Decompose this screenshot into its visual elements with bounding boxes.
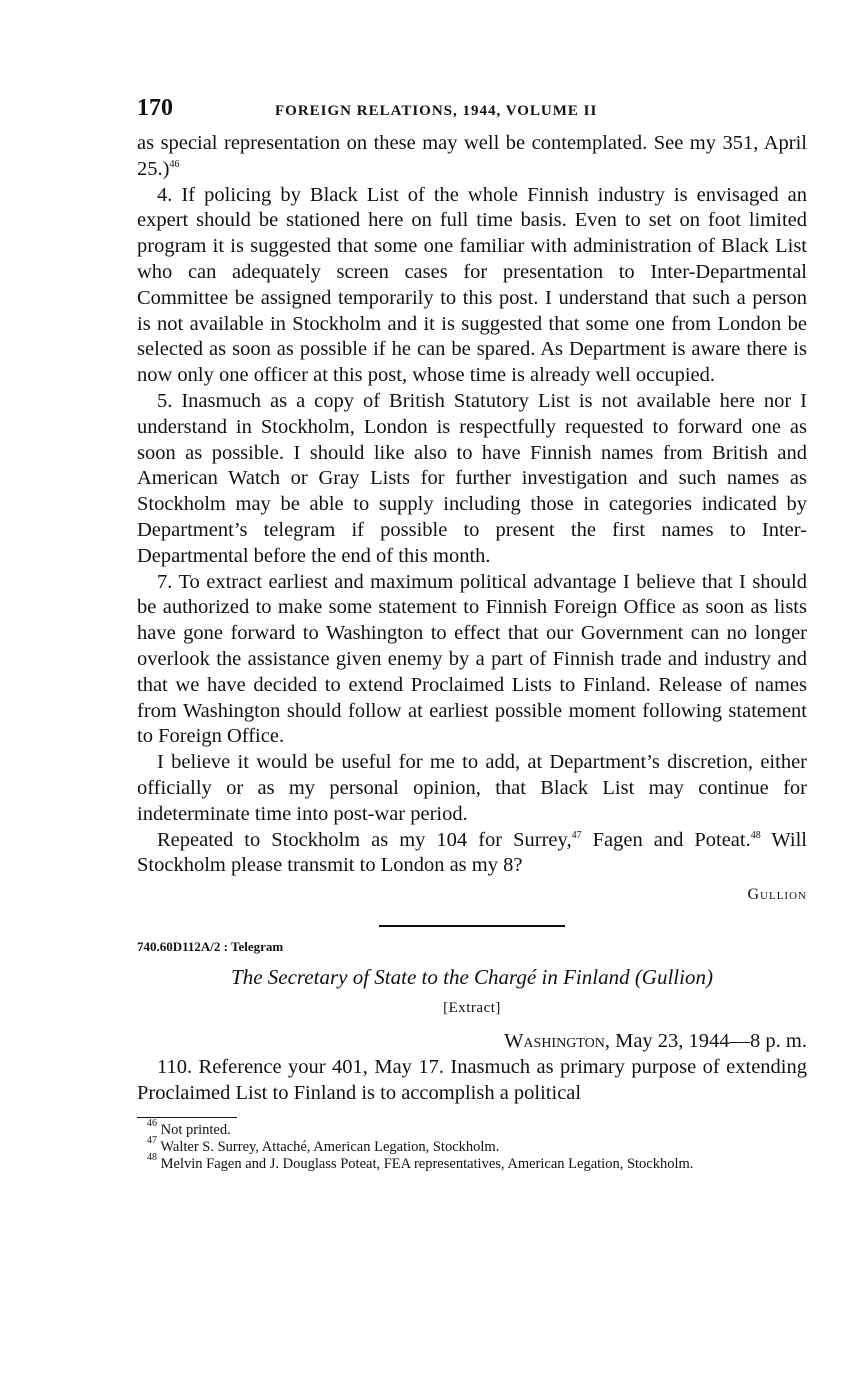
- running-title: FOREIGN RELATIONS, 1944, VOLUME II: [275, 103, 598, 119]
- telegram-110-body: [137, 1055, 807, 1107]
- extract-label: [Extract]: [443, 1000, 501, 1017]
- paragraph-110: 110. Reference your 401, May 17. Inasmuch as primary purpose of extending Proclaimed List to Finland is to accomplish a political: [137, 1056, 807, 1104]
- paragraph-opinion: I believe it would be useful for me to add, at Department’s discretion, either officially or as my personal opinion, that Black List may continue for indeterminate time into post-war period.: [137, 751, 807, 825]
- paragraph-continuation: as special representation on these may well be contemplated. See my 351, April 25.)$^{46}$: [137, 132, 807, 180]
- running-head: [137, 95, 807, 131]
- footnote: $^{48}$ Melvin Fagen and J. Douglass Poteat, FEA representatives, American Legation, Stockholm.: [147, 1151, 694, 1172]
- page-number: 170: [137, 95, 173, 121]
- footnote: $^{46}$ Not printed.: [147, 1117, 231, 1138]
- dateline-place: Washington: [504, 1030, 605, 1053]
- footnote-ref-46: 46: [169, 158, 180, 170]
- section-divider: [379, 925, 565, 927]
- dateline-date: , May 23, 1944—8 p. m.: [604, 1030, 807, 1053]
- document-title: The Secretary of State to the Chargé in Finland (Gullion): [231, 965, 713, 990]
- page: [137, 95, 807, 1173]
- telegram-body: [137, 131, 807, 879]
- dateline: [137, 1027, 807, 1055]
- paragraph-7: 7. To extract earliest and maximum political advantage I believe that I should be authorized to make some statement to Finnish Foreign Office as soon as lists have gone forward to Washington to effect that our Government can no longer overlook the assistance given enemy by a part of Finnish trade and industry and that we have decided to extend Proclaimed Lists to Finland. Release of names from Washington should follow at earliest possible moment following statement to Foreign Office.: [137, 570, 807, 748]
- paragraph-5: 5. Inasmuch as a copy of British Statutory List is not available here nor I understand in Stockholm, London is respectfully requested to forward one as soon as possible. I should like also to have Finnish names from British and American Watch or Gray Lists for further investigation and such names as Stockholm may be able to supply including those in categories indicated by Department’s telegram if possible to present the first names to Inter-Departmental before the end of this month.: [137, 389, 807, 567]
- footnotes: [137, 1117, 807, 1173]
- signature: Gullion: [747, 886, 807, 904]
- paragraph-repeated: Repeated to Stockholm as my 104 for Surrey,$^{47}$ Fagen and Poteat.$^{48}$ Will Stockholm please transmit to London as my 8?: [137, 828, 808, 877]
- footnote-ref-48: 48: [750, 829, 761, 841]
- file-reference: 740.60D112A/2 : Telegram: [137, 939, 284, 955]
- paragraph-4: 4. If policing by Black List of the whole Finnish industry is envisaged an expert should be stationed here on full time basis. Even to set on foot limited program it is suggested that some one familiar with administration of Black List who can adequately screen cases for presentation to Inter-Departmental Committee be assigned temporarily to this post. I understand that such a person is not available in Stockholm and it is suggested that some one from London be selected as soon as possible if he can be spared. As Department is aware there is now only one officer at this post, whose time is already well occupied.: [137, 183, 807, 387]
- footnote-ref-47: 47: [571, 829, 582, 841]
- footnote: $^{47}$ Walter S. Surrey, Attaché, American Legation, Stockholm.: [147, 1134, 500, 1155]
